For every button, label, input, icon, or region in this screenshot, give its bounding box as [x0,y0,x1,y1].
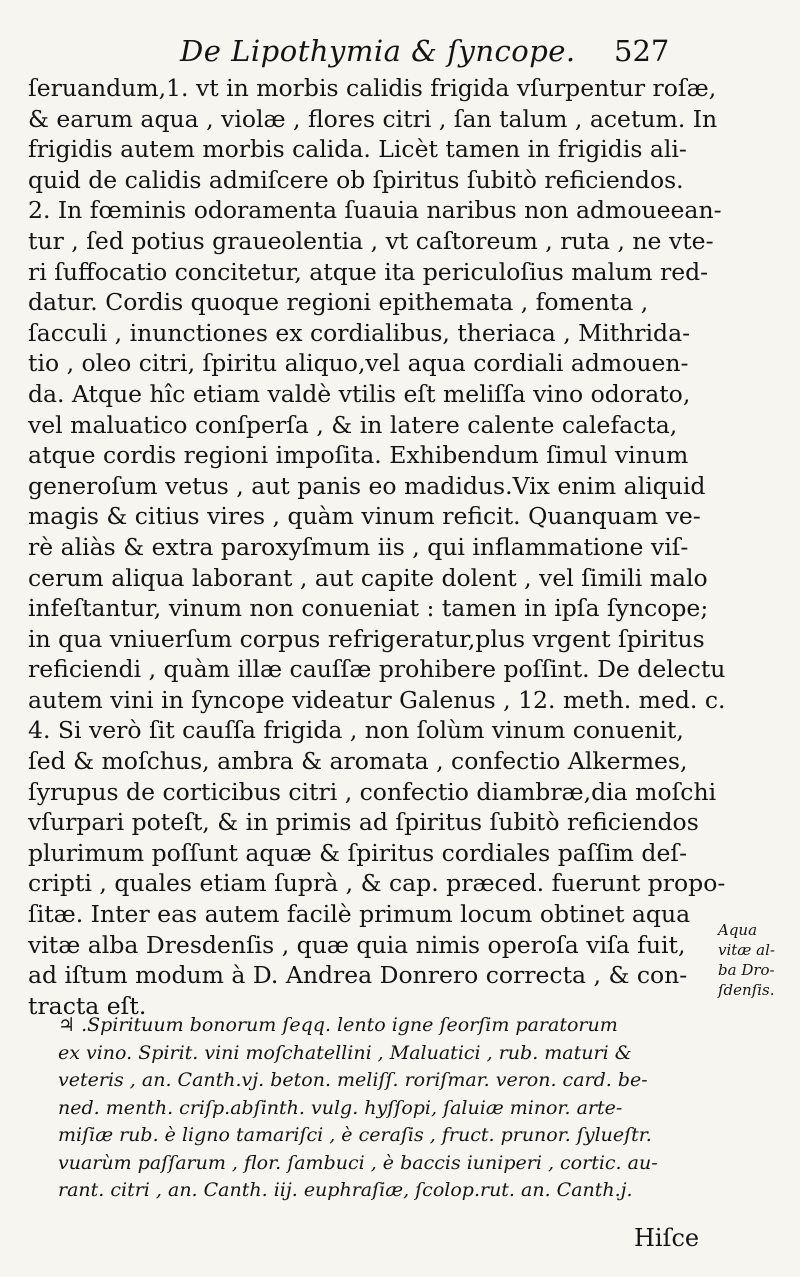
text-line: tracta eſt. [28,991,147,1020]
recipe-line: rant. citri , an. Canth. iij. euphraſiæ, ſcolop.rut. an. Canth.j. [58,1179,633,1201]
text-line: ſitæ. Inter eas autem facilè primum locum obtinet aqua [28,900,691,929]
text-line: ſeruandum,1. vt in morbis calidis frigida vſurpentur roſæ, [28,74,717,102]
text-line: frigidis autem morbis calida. Licèt tamen in frigidis ali- [28,135,687,164]
text-line: cripti , quales etiam ſuprà , & cap. præced. fuerunt propo- [28,869,726,898]
text-line: ſed & moſchus, ambra & aromata , confectio Alkermes, [28,747,688,776]
text-line: magis & citius vires , quàm vinum reficit. Quanquam ve- [28,502,701,531]
main-text [28,73,726,1021]
page-number: 527 [614,34,670,68]
text-line: in qua vniuerſum corpus refrigeratur,plus vrgent ſpiritus [28,624,705,653]
text-line: plurimum poſſunt aquæ & ſpiritus cordiales paſſim deſ- [28,838,688,867]
recipe-line: miſiæ rub. è ligno tamariſci , è ceraſis , fruct. prunor. ſylueſtr. [58,1124,652,1146]
margin-note [718,920,798,1000]
text-line: 4. Si verò ſit cauſſa frigida , non ſolùm vinum conuenit, [28,716,684,745]
text-line: vſurpari poteſt, & in primis ad ſpiritus ſubitò reficiendos [28,808,699,837]
text-line: ſyrupus de corticibus citri , confectio diambræ,dia moſchi [28,777,717,806]
recipe-line: veteris , an. Canth.vj. beton. meliſſ. roriſmar. veron. card. be- [58,1069,648,1091]
margin-note-line: Aqua [718,921,758,939]
text-line: autem vini in ſyncope videatur Galenus , 12. meth. med. c. [28,685,726,714]
text-line: atque cordis regioni impoſita. Exhibendum ſimul vinum [28,441,689,470]
margin-note-line: ba Dro- [718,961,775,979]
text-line: infeſtantur, vinum non conueniat : tamen in ipſa ſyncope; [28,594,709,623]
recipe-line: ♃ .Spirituum bonorum ſeqq. lento igne ſeorſim paratorum [58,1014,618,1036]
text-line: reficiendi , quàm illæ cauſſæ prohibere poſſint. De delectu [28,655,726,684]
catchword: Hiſce [634,1224,700,1252]
recipe-line: ned. menth. criſp.abſinth. vulg. hyſſopi, ſaluiæ minor. arte- [58,1096,623,1119]
text-line: datur. Cordis quoque regioni epithemata , fomenta , [28,288,649,317]
margin-note-line: ſdenſis. [718,981,775,999]
recipe-text [58,1012,710,1205]
text-line: tur , ſed potius graueolentia , vt caſtoreum , ruta , ne vte- [28,226,714,255]
text-line: vel maluatico conſperſa , & in latere calente calefacta, [28,410,678,439]
text-line: tio , oleo citri, ſpiritu aliquo,vel aqua cordiali admouen- [28,349,689,378]
text-line: cerum aliqua laborant , aut capite dolent , vel ſimili malo [28,563,708,592]
text-line: ad iſtum modum à D. Andrea Donrero correcta , & con- [28,961,688,990]
recipe-line: ex vino. Spirit. vini moſchatellini , Maluatici , rub. maturi & [58,1041,632,1064]
text-line: rè aliàs & extra paroxyſmum iis , qui inflammatione viſ- [28,532,689,561]
text-line: & earum aqua , violæ , flores citri , ſan talum , acetum. In [28,104,718,133]
text-line: generoſum vetus , aut panis eo madidus.Vix enim aliquid [28,471,706,500]
text-line: 2. In fœminis odoramenta ſuauia naribus non admoueean- [28,196,722,225]
text-line: ſacculi , inunctiones ex cordialibus, theriaca , Mithrida- [28,318,691,347]
text-line: da. Atque hîc etiam valdè vtilis eſt meliſſa vino odorato, [28,379,691,408]
text-line: ri ſuffocatio concitetur, atque ita periculoſius malum red- [28,257,709,286]
margin-note-line: vitæ al- [718,941,775,959]
recipe-line: vuarùm paſſarum , flor. ſambuci , è baccis iuniperi , cortic. au- [58,1151,658,1174]
running-title: De Lipothymia & ſyncope. [180,34,576,68]
text-line: vitæ alba Dresdenſis , quæ quia nimis operoſa viſa fuit, [28,930,686,959]
text-line: quid de calidis admiſcere ob ſpiritus ſubitò reficiendos. [28,165,684,194]
